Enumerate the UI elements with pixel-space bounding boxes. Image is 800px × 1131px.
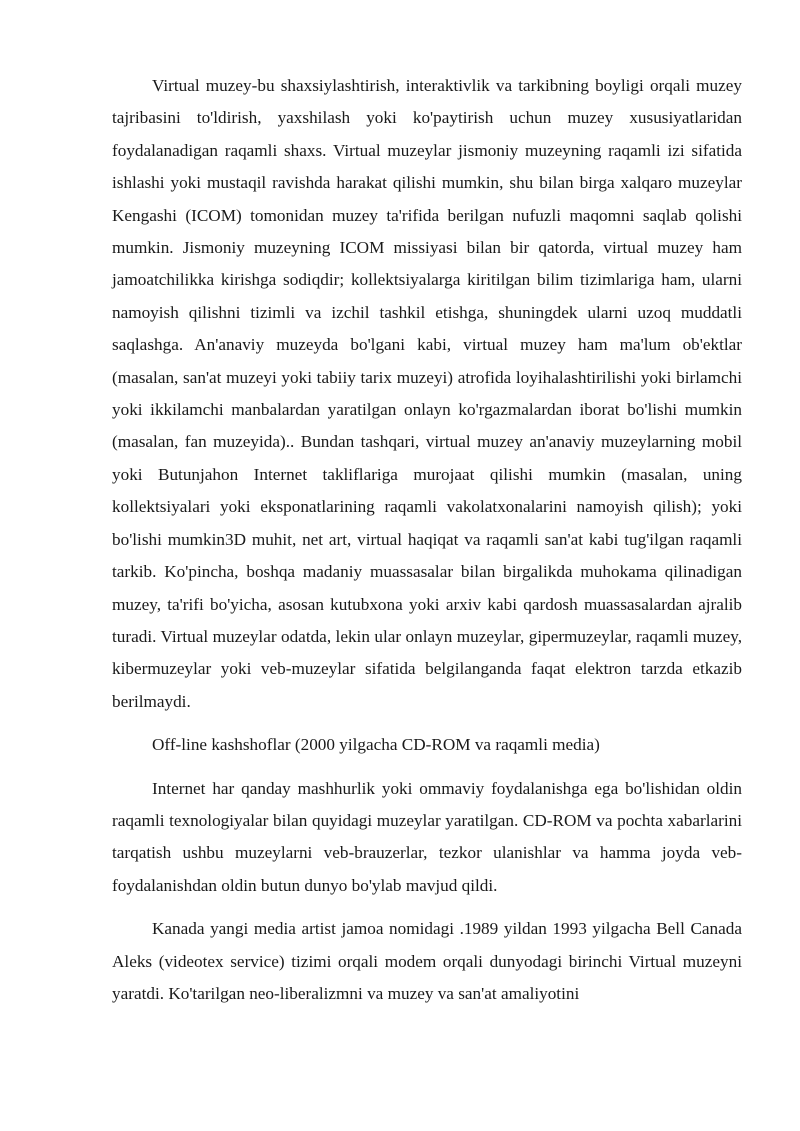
document-page — [112, 70, 742, 1021]
paragraph-pre-internet-museums: Internet har qanday mashhurlik yoki ommaviy foydalanishga ega bo'lishidan oldin raqamli texnologiyalar bilan quyidagi muzeylar yaratilgan. CD-ROM va pochta xabarlarini tarqatish ushbu muzeylarni veb-brauzerlar, tezkor ulanishlar va hamma joyda veb-foydalanishdan oldin butun dunyo bo'ylab mavjud qildi. — [112, 778, 742, 895]
paragraph-canada-first-virtual-museum: Kanada yangi media artist jamoa nomidagi .1989 yildan 1993 yilgacha Bell Canada Aleks (videotex service) tizimi orqali modem orqali dunyodagi birinchi Virtual muzeyni yaratdi. Ko'tarilgan neo-liberalizmni va muzey va san'at amaliyotini — [112, 919, 742, 1003]
paragraph-virtual-museum-definition: Virtual muzey-bu shaxsiylashtirish, interaktivlik va tarkibning boyligi orqali muzey tajribasini to'ldirish, yaxshilash yoki ko'paytirish uchun muzey xususiyatlaridan foydalanadigan raqamli shaxs. Virtual muzeylar jismoniy muzeyning raqamli izi sifatida ishlashi yoki mustaqil ravishda harakat qilishi mumkin, shu bilan birga xalqaro muzeylar Kengashi (ICOM) tomonidan muzey ta'rifida berilgan nufuzli maqomni saqlab qolishi mumkin. Jismoniy muzeyning ICOM missiyasi bilan bir qatorda, virtual muzey ham jamoatchilikka kirishga sodiqdir; kollektsiyalarga kiritilgan bilim tizimlariga ham, ularni namoyish qilishni tizimli va izchil tashkil etishga, shuningdek ularni uzoq muddatli saqlashga. An'anaviy muzeyda bo'lgani kabi, virtual muzey ham ma'lum ob'ektlar (masalan, san'at muzeyi yoki tabiiy tarix muzeyi) atrofida loyihalashtirilishi yoki birlamchi yoki ikkilamchi manbalardan yaratilgan onlayn ko'rgazmalardan iborat bo'lishi mumkin (masalan, fan muzeyida).. Bundan tashqari, virtual muzey an'anaviy muzeylarning mobil yoki Butunjahon Internet takliflariga murojaat qilishi mumkin (masalan, uning kollektsiyalari yoki eksponatlarining raqamli vakolatxonalarini namoyish qilish); yoki bo'lishi mumkin3D muhit, net art, virtual haqiqat va raqamli san'at kabi tug'ilgan raqamli tarkib. Ko'pincha, boshqa madaniy muassasalar bilan birgalikda muhokama qilinadigan muzey, ta'rifi bo'yicha, asosan kutubxona yoki arxiv kabi qardosh muassasalardan ajralib turadi. Virtual muzeylar odatda, lekin ular onlayn muzeylar, gipermuzeylar, raqamli muzey, kibermuzeylar yoki veb-muzeylar sifatida belgilanganda faqat elektron tarzda etkazib berilmaydi. — [112, 76, 742, 711]
section-heading-offline-pioneers: Off-line kashshoflar (2000 yilgacha CD-ROM va raqamli media) — [152, 735, 600, 755]
